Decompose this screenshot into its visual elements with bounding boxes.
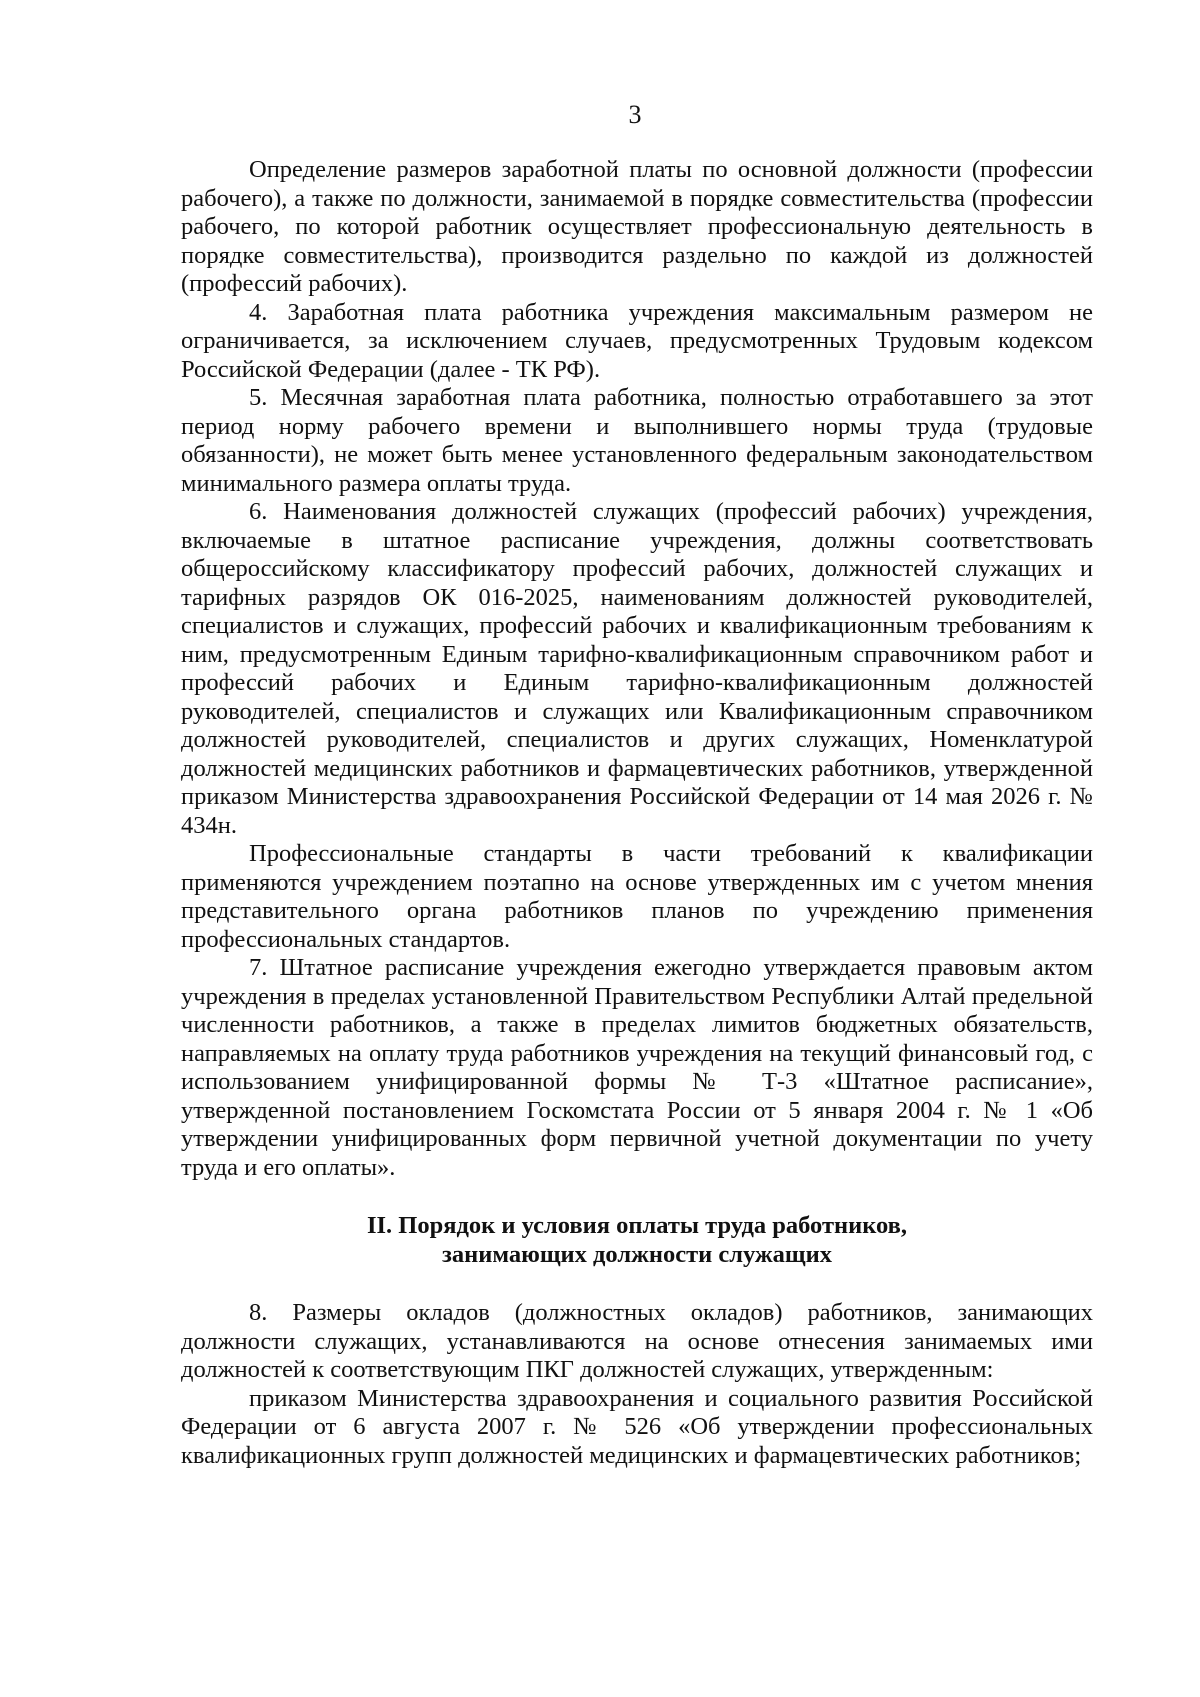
paragraph-5-monthly-salary: 5. Месячная заработная плата работника, полностью отработавшего за этот период норму рабочего времени и выполнившего нормы труда (трудовые обязанности), не может быть менее установленного федеральным законодательством минимального размера оплаты труда. <box>181 384 1093 497</box>
paragraph-professional-standards: Профессиональные стандарты в части требований к квалификации применяются учреждением поэтапно на основе утвержденных им с учетом мнения представительного органа работников планов по учреждению применения профессиональных стандартов. <box>181 840 1093 953</box>
paragraph-salary-determination: Определение размеров заработной платы по основной должности (профессии рабочего), а также по должности, занимаемой в порядке совместительства (профессии рабочего, по которой работник осуществляет профессиональную деятельность в порядке совместительства), производится раздельно по каждой из должностей (профессий рабочих). <box>181 156 1093 297</box>
section-heading <box>181 1212 1093 1269</box>
section-heading-line-1: II. Порядок и условия оплаты труда работников, <box>366 1212 908 1239</box>
paragraph-7-staff-schedule: 7. Штатное расписание учреждения ежегодно утверждается правовым актом учреждения в пределах установленной Правительством Республики Алтай предельной численности работников, а также в пределах лимитов бюджетных обязательств, направляемых на оплату труда работников учреждения на текущий финансовый год, с использованием унифицированной формы № Т-3 «Штатное расписание», утвержденной постановлением Госкомстата России от 5 января 2004 г. № 1 «Об утверждении унифицированных форм первичной учетной документации по учету труда и его оплаты». <box>181 954 1093 1181</box>
paragraph-4-max-salary: 4. Заработная плата работника учреждения максимальным размером не ограничивается, за исключением случаев, предусмотренных Трудовым кодексом Российской Федерации (далее - ТК РФ). <box>181 298 1093 383</box>
paragraph-6-position-names: 6. Наименования должностей служащих (профессий рабочих) учреждения, включаемые в штатное расписание учреждения, должны соответствовать общероссийскому классификатору профессий рабочих, должностей служащих и тарифных разрядов ОК 016-2025, наименованиям должностей руководителей, специалистов и служащих, профессий рабочих и квалификационным требованиям к ним, предусмотренным Единым тарифно-квалификационным справочником работ и профессий рабочих и Единым тарифно-квалификационным должностей руководителей, специалистов и служащих или Квалификационным справочником должностей руководителей, специалистов и других служащих, Номенклатурой должностей медицинских работников и фармацевтических работников, утвержденной приказом Министерства здравоохранения Российской Федерации от 14 мая 2026 г. № 434н. <box>181 498 1093 839</box>
paragraph-ministry-order: приказом Министерства здравоохранения и социального развития Российской Федерации от 6 августа 2007 г. № 526 «Об утверждении профессиональных квалификационных групп должностей медицинских и фармацевтических работников; <box>181 1384 1093 1469</box>
page-number: 3 <box>628 100 642 129</box>
document-body <box>181 156 1093 1470</box>
section-heading-line-2: занимающих должности служащих <box>442 1240 832 1268</box>
paragraph-8-salary-sizes: 8. Размеры окладов (должностных окладов) работников, занимающих должности служащих, устанавливаются на основе отнесения занимаемых ими должностей к соответствующим ПКГ должностей служащих, утвержденным: <box>181 1299 1093 1383</box>
